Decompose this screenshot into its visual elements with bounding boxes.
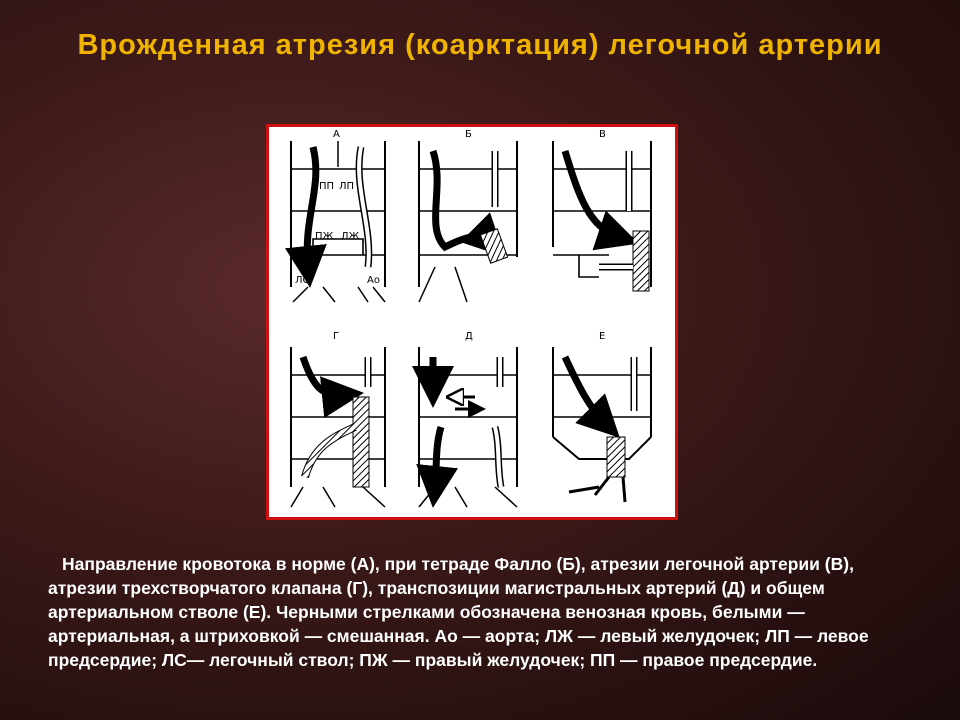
panel-a [291, 129, 385, 302]
panel-f [553, 331, 651, 502]
panel-letter: Д [465, 331, 473, 342]
svg-text:Ао: Ао [367, 275, 380, 286]
panel-letter: Г [333, 331, 340, 342]
slide-title: Врожденная атрезия (коарктация) легочной артерии [77, 29, 883, 61]
figure-caption: Направление кровотока в норме (А), при тетраде Фалло (Б), атрезии легочной артерии (В), атрезии трехстворчатого клапана (Г), транспозиции магистральных артерий (Д) и общем артериальном стволе (Е). Черными стрелками обозначена венозная кровь, белыми — артериальная, а штриховкой — смешанная. Ао — аорта; ЛЖ — левый желудочек; ЛП — левое предсердие; ЛС— легочный ствол; ПЖ — правый желудочек; ПП — правое предсердие. [48, 554, 869, 670]
panel-c [553, 129, 651, 291]
panel-d [291, 331, 385, 507]
svg-text:ЛЖ: ЛЖ [341, 231, 360, 242]
diagram-svg [269, 127, 675, 517]
panel-letter: А [333, 129, 340, 140]
heart-flow-diagram [266, 124, 678, 520]
svg-text:ЛП: ЛП [339, 181, 355, 192]
panel-letter: В [599, 129, 606, 140]
panel-letter: Е [599, 331, 606, 342]
svg-text:ПП: ПП [319, 181, 335, 192]
panel-e [419, 331, 517, 507]
panel-b [419, 129, 517, 302]
svg-text:ЛС: ЛС [295, 275, 310, 286]
panel-letter: Б [465, 129, 472, 140]
svg-text:ПЖ: ПЖ [315, 231, 334, 242]
